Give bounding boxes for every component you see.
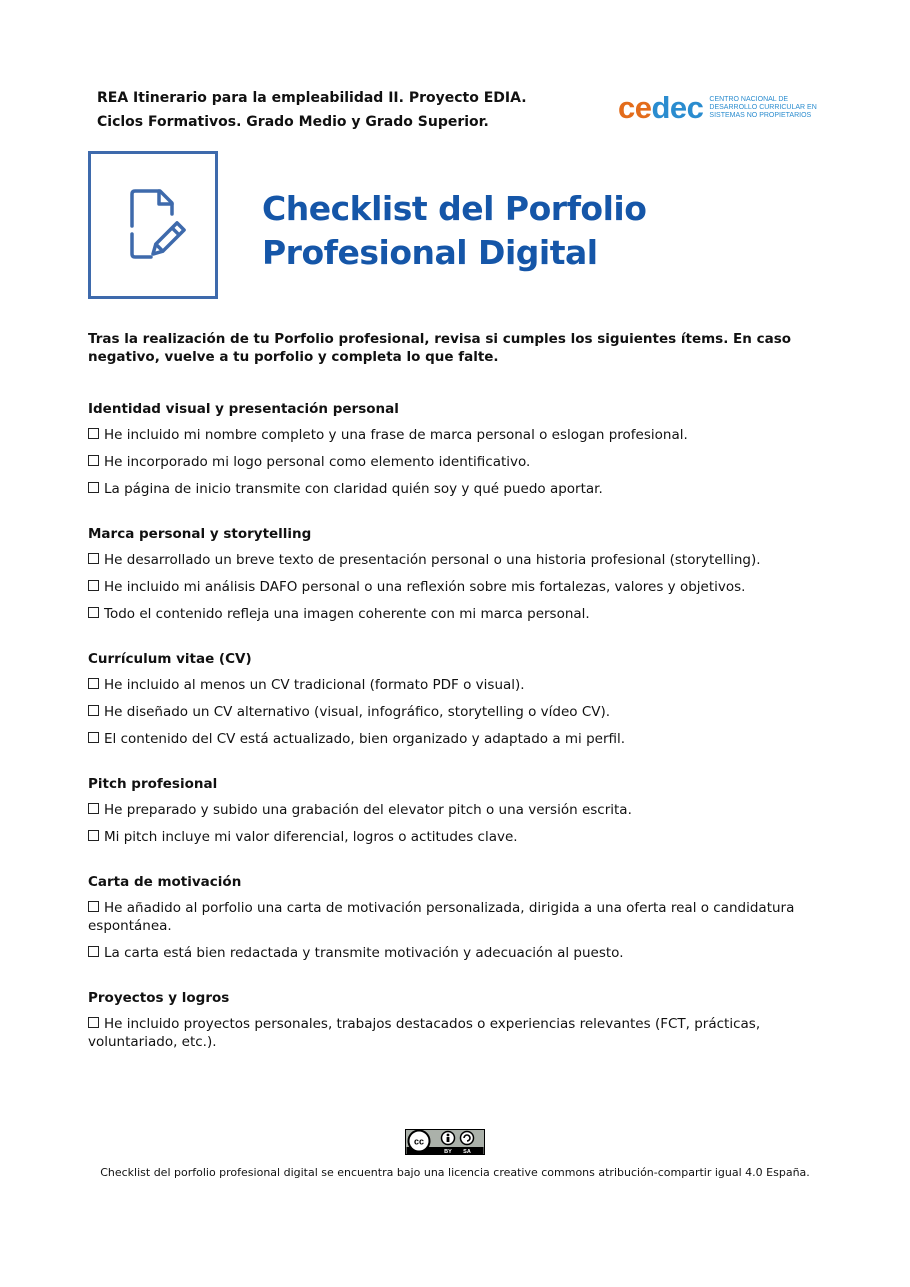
section-title: Currículum vitae (CV) bbox=[88, 651, 252, 667]
section-title: Carta de motivación bbox=[88, 874, 242, 890]
document-edit-icon-frame bbox=[88, 151, 218, 299]
section-title: Identidad visual y presentación personal bbox=[88, 401, 399, 417]
checklist-item-text: He desarrollado un breve texto de presentación personal o una historia profesional (storytelling). bbox=[104, 552, 761, 568]
checklist-item-text: He incluido mi nombre completo y una frase de marca personal o eslogan profesional. bbox=[104, 427, 688, 443]
checkbox-icon[interactable] bbox=[88, 553, 99, 564]
checklist-item bbox=[88, 676, 828, 694]
checklist-item bbox=[88, 1015, 828, 1051]
checklist-item-text: He incorporado mi logo personal como elemento identificativo. bbox=[104, 454, 531, 470]
page-title-line-2: Profesional Digital bbox=[262, 233, 598, 272]
document-edit-icon bbox=[118, 182, 188, 268]
cc-sa-label: SA bbox=[463, 1149, 471, 1155]
checklist-item bbox=[88, 605, 828, 623]
page-title-line-1: Checklist del Porfolio bbox=[262, 189, 647, 228]
cedec-logo-word bbox=[618, 92, 703, 124]
checklist-item-text: He diseñado un CV alternativo (visual, infográfico, storytelling o vídeo CV). bbox=[104, 704, 611, 720]
checklist-item bbox=[88, 703, 828, 721]
checkbox-icon[interactable] bbox=[88, 946, 99, 957]
checklist-item-text: Mi pitch incluye mi valor diferencial, logros o actitudes clave. bbox=[104, 829, 518, 845]
checklist-item-text: La carta está bien redactada y transmite motivación y adecuación al puesto. bbox=[104, 945, 624, 961]
checkbox-icon[interactable] bbox=[88, 428, 99, 439]
checkbox-icon[interactable] bbox=[88, 580, 99, 591]
checklist-sections bbox=[88, 399, 828, 1077]
checklist-item-text: He preparado y subido una grabación del elevator pitch o una versión escrita. bbox=[104, 802, 632, 818]
cc-by-label: BY bbox=[444, 1149, 452, 1155]
checkbox-icon[interactable] bbox=[88, 901, 99, 912]
checklist-item-text: El contenido del CV está actualizado, bien organizado y adaptado a mi perfil. bbox=[104, 731, 626, 747]
checklist-item bbox=[88, 730, 828, 748]
checkbox-icon[interactable] bbox=[88, 732, 99, 743]
checklist-item bbox=[88, 453, 828, 471]
checkbox-icon[interactable] bbox=[88, 803, 99, 814]
checklist-section bbox=[88, 988, 828, 1051]
checklist-item-text: He incluido al menos un CV tradicional (formato PDF o visual). bbox=[104, 677, 525, 693]
checkbox-icon[interactable] bbox=[88, 705, 99, 716]
checkbox-icon[interactable] bbox=[88, 482, 99, 493]
checklist-item-text: Todo el contenido refleja una imagen coherente con mi marca personal. bbox=[104, 606, 590, 622]
header-line-2: Ciclos Formativos. Grado Medio y Grado Superior. bbox=[97, 114, 489, 130]
checklist-item-text: He incluido proyectos personales, trabajos destacados o experiencias relevantes (FCT, prácticas, voluntariado, etc.). bbox=[88, 1016, 761, 1050]
cedec-logo bbox=[618, 92, 819, 124]
checklist-item bbox=[88, 801, 828, 819]
checklist-item bbox=[88, 828, 828, 846]
license-footer: Checklist del porfolio profesional digital se encuentra bajo una licencia creative commons atribución-compartir igual 4.0 España. bbox=[100, 1166, 810, 1179]
logo-ce: ce bbox=[618, 90, 652, 125]
checklist-item bbox=[88, 480, 828, 498]
checklist-section bbox=[88, 524, 828, 623]
checkbox-icon[interactable] bbox=[88, 455, 99, 466]
page-title bbox=[262, 187, 646, 275]
checklist-item bbox=[88, 578, 828, 596]
header-line-1: REA Itinerario para la empleabilidad II. Proyecto EDIA. bbox=[97, 90, 527, 106]
checklist-item-text: He añadido al porfolio una carta de motivación personalizada, dirigida a una oferta real o candidatura espontánea. bbox=[88, 900, 795, 934]
checkbox-icon[interactable] bbox=[88, 607, 99, 618]
checklist-section bbox=[88, 872, 828, 962]
cedec-logo-tagline: CENTRO NACIONAL DE DESARROLLO CURRICULAR EN SISTEMAS NO PROPIETARIOS bbox=[709, 96, 817, 119]
intro-paragraph: Tras la realización de tu Porfolio profesional, revisa si cumples los siguientes ítems. En caso negativo, vuelve a tu porfolio y completa lo que falte. bbox=[88, 331, 792, 365]
checklist-item-text: He incluido mi análisis DAFO personal o una reflexión sobre mis fortalezas, valores y objetivos. bbox=[104, 579, 746, 595]
cc-by-sa-badge bbox=[405, 1129, 485, 1155]
document-header bbox=[97, 86, 527, 134]
svg-text:cc: cc bbox=[413, 1136, 425, 1147]
checklist-item bbox=[88, 426, 828, 444]
section-title: Proyectos y logros bbox=[88, 990, 230, 1006]
checkbox-icon[interactable] bbox=[88, 1017, 99, 1028]
checklist-item bbox=[88, 899, 828, 935]
checklist-section bbox=[88, 774, 828, 846]
section-title: Pitch profesional bbox=[88, 776, 218, 792]
checklist-item-text: La página de inicio transmite con claridad quién soy y qué puedo aportar. bbox=[104, 481, 603, 497]
checklist-item bbox=[88, 944, 828, 962]
section-title: Marca personal y storytelling bbox=[88, 526, 312, 542]
checklist-section bbox=[88, 399, 828, 498]
checkbox-icon[interactable] bbox=[88, 830, 99, 841]
checkbox-icon[interactable] bbox=[88, 678, 99, 689]
checklist-item bbox=[88, 551, 828, 569]
checklist-section bbox=[88, 649, 828, 748]
logo-dec: dec bbox=[651, 90, 704, 125]
